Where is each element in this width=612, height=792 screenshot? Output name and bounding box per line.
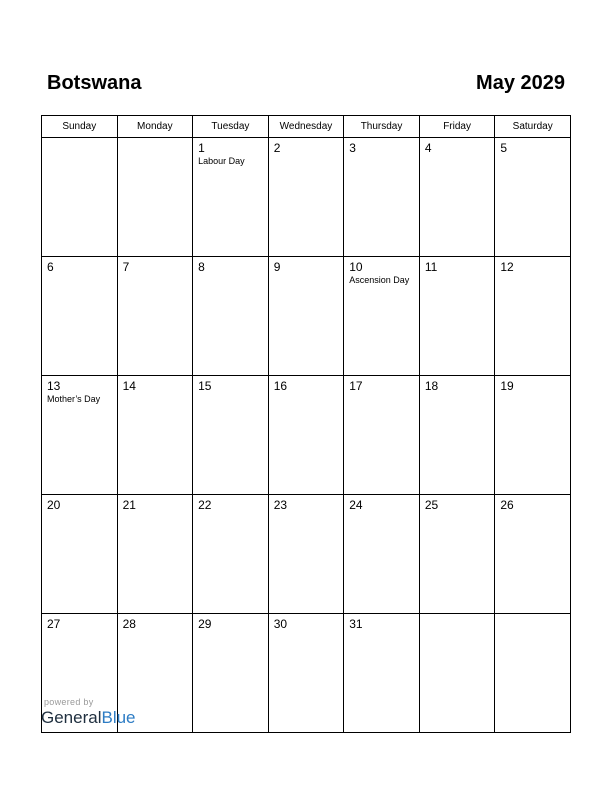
day-cell	[419, 495, 495, 614]
day-cell	[419, 376, 495, 495]
day-cell	[344, 376, 420, 495]
day-number: 9	[273, 260, 281, 274]
day-cell	[193, 495, 269, 614]
logo-text-blue: Blue	[101, 708, 136, 727]
day-number: 29	[198, 617, 212, 631]
weekday-friday: Friday	[419, 116, 495, 138]
holiday-label: Labour Day	[198, 156, 245, 166]
day-number: 20	[47, 498, 61, 512]
day-number: 4	[424, 141, 432, 155]
day-number: 7	[122, 260, 130, 274]
holiday-label: Mother’s Day	[47, 394, 101, 404]
day-number: 17	[349, 379, 363, 393]
day-cell	[193, 376, 269, 495]
country-title: Botswana	[47, 72, 142, 94]
week-row	[42, 257, 571, 376]
day-cell	[495, 614, 571, 733]
logo-text-general: General	[41, 708, 102, 727]
day-number: 18	[424, 379, 439, 393]
day-cell	[495, 495, 571, 614]
day-cell	[117, 376, 193, 495]
day-number: 31	[349, 617, 363, 631]
day-number: 8	[198, 260, 205, 274]
day-cell	[268, 257, 344, 376]
day-number: 21	[122, 498, 136, 512]
day-cell	[495, 138, 571, 257]
day-cell	[344, 257, 420, 376]
day-number: 11	[424, 260, 438, 274]
day-cell	[344, 614, 420, 733]
day-number: 16	[273, 379, 288, 393]
day-cell	[268, 376, 344, 495]
powered-by-text: powered by	[44, 697, 94, 707]
weekday-header-row	[42, 116, 571, 138]
weekday-wednesday: Wednesday	[268, 116, 344, 138]
day-cell	[193, 614, 269, 733]
weekday-thursday: Thursday	[344, 116, 420, 138]
day-cell	[419, 614, 495, 733]
day-cell	[117, 138, 193, 257]
week-row	[42, 495, 571, 614]
day-number: 26	[500, 498, 514, 512]
weekday-tuesday: Tuesday	[193, 116, 269, 138]
day-number: 13	[47, 379, 61, 393]
weekday-saturday: Saturday	[495, 116, 571, 138]
week-row	[42, 376, 571, 495]
day-cell	[42, 257, 118, 376]
day-cell	[42, 376, 118, 495]
day-cell	[495, 257, 571, 376]
day-number: 14	[122, 379, 136, 393]
day-cell	[268, 614, 344, 733]
day-number: 22	[198, 498, 212, 512]
day-cell	[419, 257, 495, 376]
day-cell	[268, 495, 344, 614]
calendar-grid	[41, 115, 571, 733]
day-cell	[117, 495, 193, 614]
day-number: 1	[198, 141, 205, 155]
day-cell	[193, 257, 269, 376]
day-number: 24	[349, 498, 363, 512]
day-number: 12	[500, 260, 514, 274]
day-number: 6	[47, 260, 54, 274]
day-number: 23	[273, 498, 288, 512]
day-number: 15	[198, 379, 212, 393]
day-cell	[419, 138, 495, 257]
month-title: May 2029	[476, 72, 565, 94]
day-number: 27	[47, 617, 61, 631]
day-number: 19	[500, 379, 514, 393]
day-cell	[344, 138, 420, 257]
day-number: 2	[273, 141, 281, 155]
day-number: 25	[424, 498, 439, 512]
day-number: 3	[349, 141, 356, 155]
day-cell	[344, 495, 420, 614]
day-cell	[268, 138, 344, 257]
generalblue-logo[interactable]	[41, 708, 136, 728]
day-number: 30	[273, 617, 288, 631]
day-number: 10	[349, 260, 363, 274]
day-number: 5	[500, 141, 508, 155]
holiday-label: Ascension Day	[349, 275, 410, 285]
weekday-sunday: Sunday	[42, 116, 118, 138]
weekday-monday: Monday	[117, 116, 193, 138]
day-cell	[193, 138, 269, 257]
day-cell	[495, 376, 571, 495]
day-cell	[42, 495, 118, 614]
day-cell	[117, 257, 193, 376]
week-row	[42, 138, 571, 257]
day-cell	[42, 138, 118, 257]
day-number: 28	[122, 617, 136, 631]
